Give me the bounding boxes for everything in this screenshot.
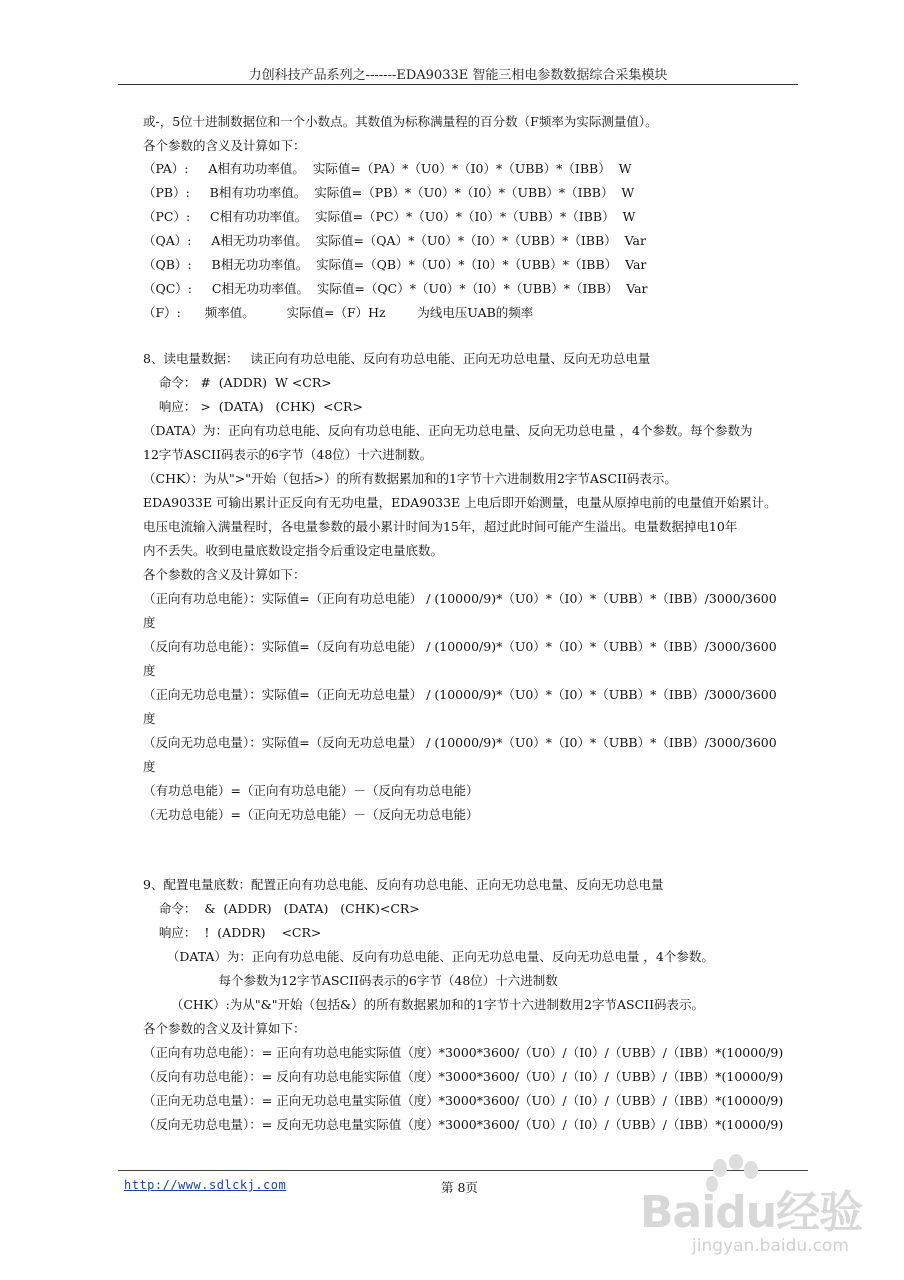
formula-unit: 度 bbox=[143, 663, 156, 678]
text-line: 电压电流输入满量程时，各电量参数的最小累计时间为15年，超过此时间可能产生溢出。电量数据掉电10年 bbox=[143, 519, 738, 534]
param-line-qc: （QC）: C相无功功率值。 实际值=（QC）*（U0）*（I0）*（UBB）*（IBB） Var bbox=[143, 281, 648, 296]
text-line: EDA9033E 可输出累计正反向有无功电量，EDA9033E 上电后即开始测量，电量从原掉电前的电量值开始累计。 bbox=[143, 495, 777, 510]
text-line: 12字节ASCII码表示的6字节（48位）十六进制数。 bbox=[143, 447, 433, 462]
watermark-logo-text: Baidu经验 bbox=[640, 1187, 863, 1238]
formula-line: （有功总电能）=（正向有功总电能）－（反向有功总电能） bbox=[143, 783, 479, 798]
text-line: （CHK）:为从"&"开始（包括&）的所有数据累加和的1字节十六进制数用2字节ASCII码表示。 bbox=[143, 997, 705, 1012]
text-line: 每个参数为12字节ASCII码表示的6字节（48位）十六进制数 bbox=[143, 973, 558, 988]
text-line: 或-，5位十进制数据位和一个小数点。其数值为标称满量程的百分数（F频率为实际测量值）。 bbox=[143, 114, 658, 129]
text-line: 各个参数的含义及计算如下： bbox=[143, 567, 306, 582]
formula-line: （正向无功总电量）：= 正向无功总电量实际值（度）*3000*3600/（U0）/（I0）/（UBB）/（IBB）*(10000/9) bbox=[143, 1093, 784, 1108]
param-line-pb: （PB）: B相有功功率值。 实际值=（PB）*（U0）*（I0）*（UBB）*（IBB） W bbox=[143, 185, 635, 200]
response-line: 响应： ! (ADDR) <CR> bbox=[143, 925, 322, 940]
page-number: 第 8页 bbox=[441, 1180, 478, 1195]
param-line-pa: （PA）: A相有功功率值。 实际值=（PA）*（U0）*（I0）*（UBB）*（IBB） W bbox=[143, 161, 632, 176]
formula-line: （正向无功总电量）：实际值=（正向无功总电量） / (10000/9)*（U0）*（I0）*（UBB）*（IBB）/3000/3600 bbox=[143, 687, 777, 702]
formula-line: （正向有功总电能）：实际值=（正向有功总电能） / (10000/9)*（U0）*（I0）*（UBB）*（IBB）/3000/3600 bbox=[143, 591, 777, 606]
formula-line: （正向有功总电能）：= 正向有功总电能实际值（度）*3000*3600/（U0）/（I0）/（UBB）/（IBB）*(10000/9) bbox=[143, 1045, 784, 1060]
footer-website-link[interactable]: http://www.sdlckj.com bbox=[124, 1178, 287, 1192]
formula-line: （反向有功总电能）：= 反向有功总电能实际值（度）*3000*3600/（U0）/（I0）/（UBB）/（IBB）*(10000/9) bbox=[143, 1069, 784, 1084]
param-line-qa: （QA）: A相无功功率值。 实际值=（QA）*（U0）*（I0）*（UBB）*（IBB） Var bbox=[143, 233, 646, 248]
formula-unit: 度 bbox=[143, 615, 156, 630]
param-line-qb: （QB）: B相无功功率值。 实际值=（QB）*（U0）*（I0）*（UBB）*（IBB） Var bbox=[143, 257, 647, 272]
param-line-f: （F）: 频率值。 实际值=（F）Hz 为线电压UAB的频率 bbox=[143, 305, 534, 320]
page-header-title: 力创科技产品系列之-------EDA9033E 智能三相电参数数据综合采集模块 bbox=[248, 68, 668, 83]
section-heading-9: 9、配置电量底数：配置正向有功总电能、反向有功总电能、正向无功总电量、反向无功总电量 bbox=[143, 877, 664, 892]
watermark-url: jingyan.baidu.com bbox=[692, 1236, 849, 1256]
text-line: 各个参数的含义及计算如下： bbox=[143, 1021, 306, 1036]
text-line: （CHK）：为从">"开始（包括>）的所有数据累加和的1字节十六进制数用2字节ASCII码表示。 bbox=[143, 471, 677, 486]
text-line: （DATA）为：正向有功总电能、反向有功总电能、正向无功总电量、反向无功总电量 ，4个参数。 bbox=[143, 949, 714, 964]
formula-unit: 度 bbox=[143, 711, 156, 726]
command-line: 命令： & (ADDR) (DATA) (CHK)<CR> bbox=[143, 901, 420, 916]
section-heading-8: 8、读电量数据： 读正向有功总电能、反向有功总电能、正向无功总电量、反向无功总电量 bbox=[143, 351, 651, 366]
text-line: 内不丢失。收到电量底数设定指令后重设定电量底数。 bbox=[143, 543, 444, 558]
param-line-pc: （PC）: C相有功功率值。 实际值=（PC）*（U0）*（I0）*（UBB）*（IBB） W bbox=[143, 209, 636, 224]
baidu-jingyan-watermark bbox=[640, 1150, 863, 1262]
formula-unit: 度 bbox=[143, 759, 156, 774]
text-line: （DATA）为：正向有功总电能、反向有功总电能、正向无功总电量、反向无功总电量 ，4个参数。每个参数为 bbox=[143, 423, 753, 438]
response-line: 响应： > (DATA) (CHK) <CR> bbox=[143, 399, 363, 414]
formula-line: （无功总电能）=（正向无功总电能）－（反向无功总电能） bbox=[143, 807, 479, 822]
text-line: 各个参数的含义及计算如下： bbox=[143, 138, 306, 153]
formula-line: （反向无功总电量）：实际值=（反向无功总电量） / (10000/9)*（U0）*（I0）*（UBB）*（IBB）/3000/3600 bbox=[143, 735, 777, 750]
command-line: 命令： # (ADDR) W <CR> bbox=[143, 375, 332, 390]
header-rule bbox=[118, 84, 798, 85]
formula-line: （反向有功总电能）：实际值=（反向有功总电能） / (10000/9)*（U0）*（I0）*（UBB）*（IBB）/3000/3600 bbox=[143, 639, 777, 654]
formula-line: （反向无功总电量）：= 反向无功总电量实际值（度）*3000*3600/（U0）/（I0）/（UBB）/（IBB）*(10000/9) bbox=[143, 1117, 784, 1132]
